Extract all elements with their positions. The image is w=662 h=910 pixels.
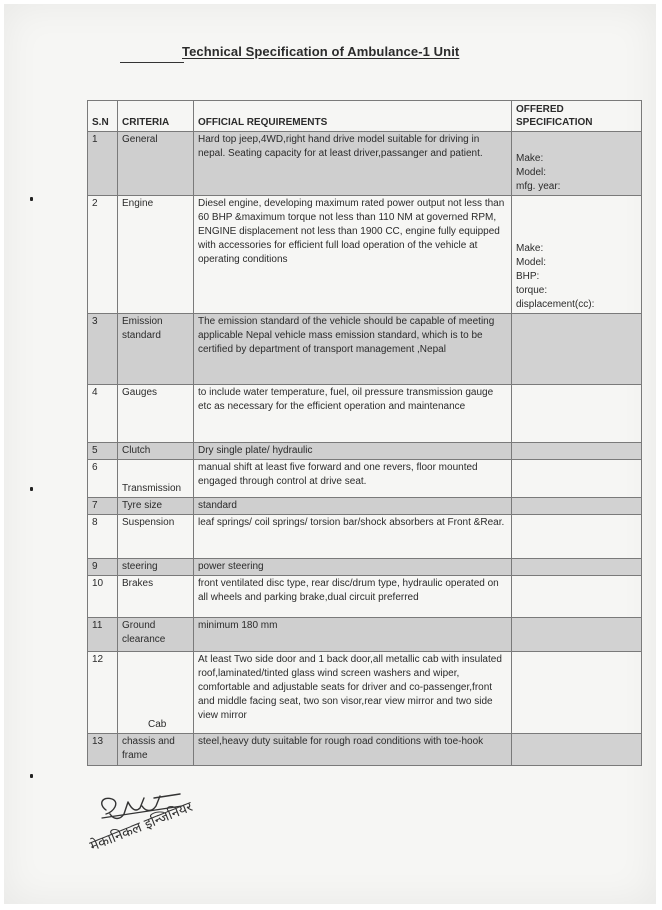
row-criteria: Suspension — [118, 515, 194, 559]
table-row — [88, 443, 642, 460]
row-criteria: Clutch — [118, 443, 194, 460]
title-underline-rule — [120, 62, 184, 63]
offered-field-label: mfg. year: — [516, 181, 561, 192]
row-criteria: chassis and frame — [118, 734, 194, 766]
row-offered — [512, 618, 642, 652]
document-title: Technical Specification of Ambulance-1 Unit — [182, 44, 460, 59]
row-offered — [512, 498, 642, 515]
row-criteria: Emission standard — [118, 314, 194, 385]
row-sn: 10 — [88, 576, 118, 618]
table-row — [88, 559, 642, 576]
row-criteria: Gauges — [118, 385, 194, 443]
specification-table — [87, 100, 642, 766]
row-requirement: to include water temperature, fuel, oil pressure transmission gauge etc as necessary for the efficient operation and maintenance — [194, 385, 512, 443]
row-sn: 11 — [88, 618, 118, 652]
table-row — [88, 652, 642, 734]
row-sn: 6 — [88, 460, 118, 498]
row-sn: 3 — [88, 314, 118, 385]
table-row — [88, 314, 642, 385]
row-requirement: The emission standard of the vehicle should be capable of meeting applicable Nepal vehicle mass emission standard, which is to be certified by department of transport management ,Nepal — [194, 314, 512, 385]
row-requirement: standard — [194, 498, 512, 515]
row-requirement: At least Two side door and 1 back door,all metallic cab with insulated roof,laminated/tinted glass wind screen washers and wiper, comfortable and adjustable seats for driver and co-passenger,front and middle facing seat, two son visor,rear view mirror and two side view mirror — [194, 652, 512, 734]
table-row — [88, 460, 642, 498]
row-sn: 4 — [88, 385, 118, 443]
row-criteria: Ground clearance — [118, 618, 194, 652]
table-row — [88, 576, 642, 618]
header-criteria: CRITERIA — [118, 101, 194, 132]
row-criteria: Brakes — [118, 576, 194, 618]
row-requirement: steel,heavy duty suitable for rough road conditions with toe-hook — [194, 734, 512, 766]
row-requirement: Diesel engine, developing maximum rated power output not less than 60 BHP &maximum torque not less than 110 NM at governed RPM, ENGINE displacement not less than 1900 CC, engine fully equipped with accessories for efficient full load operation of the vehicle at operating conditions — [194, 196, 512, 314]
row-offered — [512, 314, 642, 385]
table-row — [88, 498, 642, 515]
row-sn: 13 — [88, 734, 118, 766]
offered-field-label: Model: — [516, 167, 547, 178]
scan-artifact-mark — [30, 487, 33, 491]
row-sn: 5 — [88, 443, 118, 460]
table-row — [88, 196, 642, 314]
row-offered — [512, 734, 642, 766]
offered-field-label: displacement(cc): — [516, 299, 595, 310]
row-requirement: minimum 180 mm — [194, 618, 512, 652]
table-row — [88, 515, 642, 559]
signature-designation: मेकानिकल इन्जिनियर — [87, 798, 195, 855]
row-sn: 9 — [88, 559, 118, 576]
row-offered — [512, 559, 642, 576]
row-requirement: power steering — [194, 559, 512, 576]
offered-field-label: Make: — [516, 153, 544, 164]
scan-artifact-mark — [30, 197, 33, 201]
offered-field-label: Make: — [516, 243, 544, 254]
row-criteria: Cab — [118, 652, 194, 734]
table-row — [88, 385, 642, 443]
row-sn: 12 — [88, 652, 118, 734]
row-offered — [512, 196, 642, 314]
row-requirement: leaf springs/ coil springs/ torsion bar/shock absorbers at Front &Rear. — [194, 515, 512, 559]
row-offered — [512, 576, 642, 618]
offered-field-label: BHP: — [516, 271, 540, 282]
table-row — [88, 132, 642, 196]
header-sn: S.N — [88, 101, 118, 132]
offered-field-label: torque: — [516, 285, 548, 296]
row-offered — [512, 443, 642, 460]
row-sn: 2 — [88, 196, 118, 314]
row-requirement: front ventilated disc type, rear disc/drum type, hydraulic operated on all wheels and parking brake,dual circuit preferred — [194, 576, 512, 618]
offered-field-label: Model: — [516, 257, 547, 268]
row-sn: 7 — [88, 498, 118, 515]
row-requirement: manual shift at least five forward and one revers, floor mounted engaged through control at drive seat. — [194, 460, 512, 498]
table-row — [88, 734, 642, 766]
row-offered — [512, 460, 642, 498]
header-requirements: OFFICIAL REQUIREMENTS — [194, 101, 512, 132]
row-criteria: Tyre size — [118, 498, 194, 515]
row-criteria: steering — [118, 559, 194, 576]
row-offered — [512, 385, 642, 443]
header-offered: OFFERED SPECIFICATION — [512, 101, 642, 132]
row-sn: 8 — [88, 515, 118, 559]
table-row — [88, 618, 642, 652]
row-criteria: General — [118, 132, 194, 196]
row-offered — [512, 132, 642, 196]
row-criteria: Transmission — [118, 460, 194, 498]
row-offered — [512, 652, 642, 734]
row-offered — [512, 515, 642, 559]
row-requirement: Dry single plate/ hydraulic — [194, 443, 512, 460]
row-criteria: Engine — [118, 196, 194, 314]
row-requirement: Hard top jeep,4WD,right hand drive model suitable for driving in nepal. Seating capacity for at least driver,passanger and patient. — [194, 132, 512, 196]
scan-artifact-mark — [30, 774, 33, 778]
row-sn: 1 — [88, 132, 118, 196]
